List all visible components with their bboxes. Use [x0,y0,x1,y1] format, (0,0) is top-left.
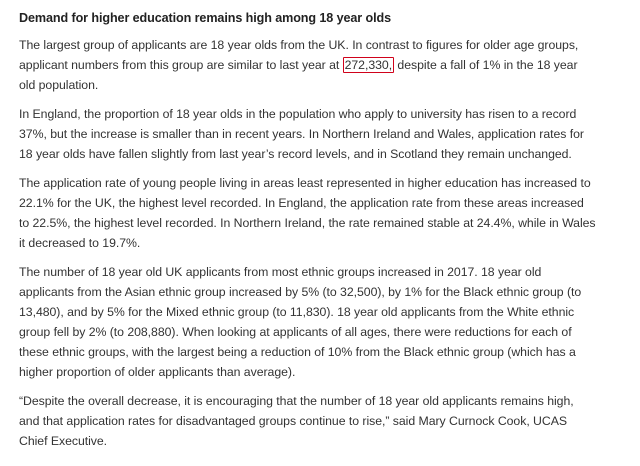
article-heading: Demand for higher education remains high among 18 year olds [19,11,391,25]
highlighted-applicant-count: 272,330, [344,58,393,72]
paragraph-disadvantaged-areas: The application rate of young people living in areas least represented in higher education has increased to 22.1% for the UK, the highest level recorded. In England, the application rate from these areas increased to 22.5%, the highest level recorded. In Northern Ireland, the rate remained stable at 24.4%, while in Wales it decreased to 19.7%. [19,176,596,250]
paragraph-quote: “Despite the overall decrease, it is encouraging that the number of 18 year old applicants remains high, and that application rates for disadvantaged groups continue to rise,” said Mary Curnock Cook, UCAS Chief Executive. [19,394,574,448]
paragraph-applicants-text-before: The largest group of applicants are 18 year olds from the UK. In contrast to figures for older age groups, applicant numbers from this group are similar to last year at [19,38,579,72]
paragraph-applicants [19,35,596,95]
paragraph-ethnic-groups: The number of 18 year old UK applicants from most ethnic groups increased in 2017. 18 year old applicants from the Asian ethnic group increased by 5% (to 32,500), by 1% for the Black ethnic group (to 13,480), and by 5% for the Mixed ethnic group (to 11,830). 18 year old applicants from the White ethnic group fell by 2% (to 208,880). When looking at applicants of all ages, there were reductions for each of these ethnic groups, with the largest being a reduction of 10% from the Black ethnic group (which has a higher proportion of older applicants than average). [19,265,582,379]
paragraph-applicants-text-after: despite a fall of 1% in the 18 year old population. [19,58,578,92]
paragraph-england-rates: In England, the proportion of 18 year olds in the population who apply to university has risen to a record 37%, but the increase is smaller than in recent years. In Northern Ireland and Wales, application rates for 18 year olds have fallen slightly from last year’s record levels, and in Scotland they remain unchanged. [19,107,584,161]
